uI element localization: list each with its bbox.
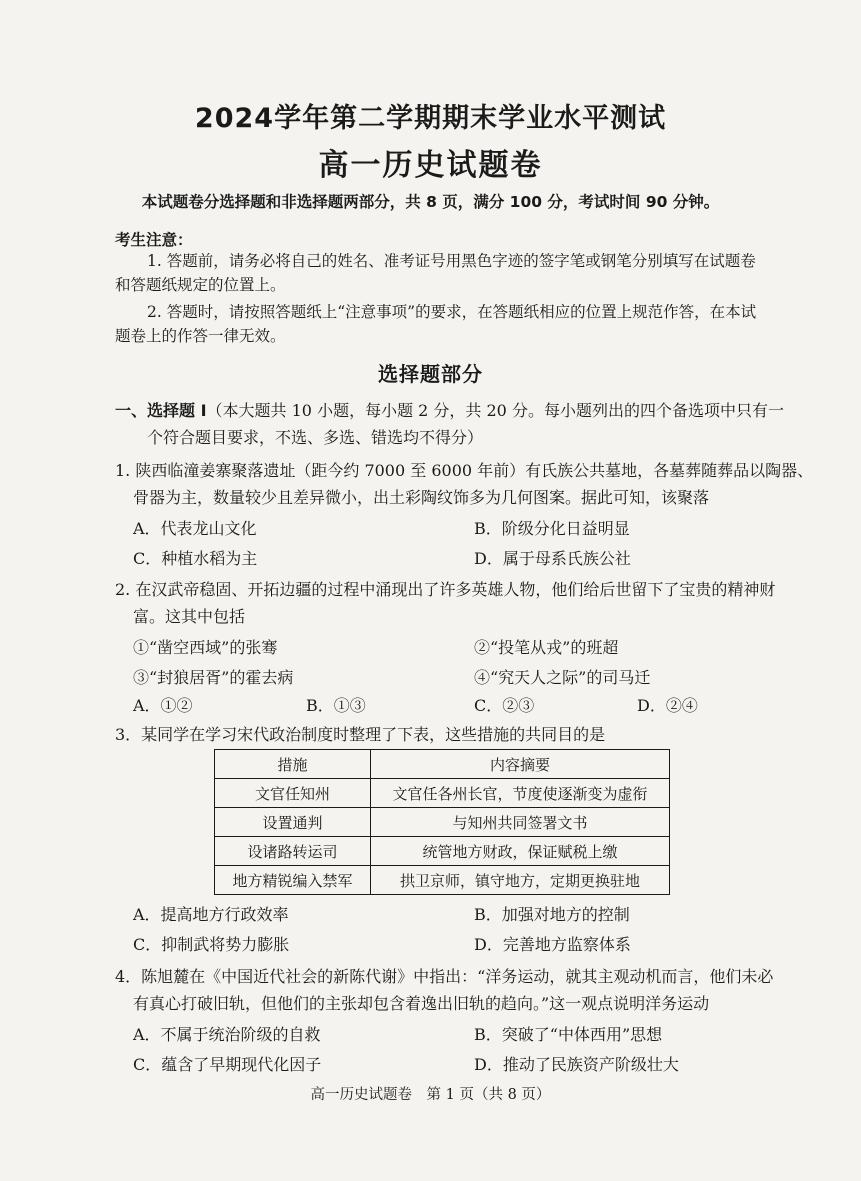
page-footer: 高一历史试题卷 第 1 页（共 8 页）	[310, 1087, 551, 1103]
q4-stem-line1: 4．陈旭麓在《中国近代社会的新陈代谢》中指出：“洋务运动，就其主观动机而言，他们未必	[115, 967, 774, 986]
q3-stem-line1: 3．某同学在学习宋代政治制度时整理了下表，这些措施的共同目的是	[115, 725, 606, 744]
q2-option-d[interactable]: D．②④	[637, 696, 698, 715]
q3-option-a[interactable]: A．提高地方行政效率	[133, 905, 289, 924]
table-row	[215, 779, 670, 808]
q1-stem-line2: 骨器为主，数量较少且差异微小，出土彩陶纹饰多为几何图案。据此可知，该聚落	[133, 488, 710, 507]
q2-option-a[interactable]: A．①②	[133, 696, 193, 715]
q2-item-3: ③“封狼居胥”的霍去病	[133, 668, 294, 687]
part-rule-line2: 个符合题目要求，不选、多选、错选均不得分）	[147, 428, 484, 447]
table-header-cell: 措施	[215, 750, 371, 779]
table-row	[215, 866, 670, 895]
q4-option-c[interactable]: C．蕴含了早期现代化因子	[133, 1055, 322, 1074]
q2-stem-line2: 富。这其中包括	[133, 607, 246, 626]
table-cell: 文官任知州	[215, 779, 371, 808]
q3-measures-table	[214, 749, 670, 895]
notice-item1-line2: 和答题纸规定的位置上。	[115, 276, 286, 294]
part-heading-line	[115, 398, 784, 421]
notice-item2-line2: 题卷上的作答一律无效。	[115, 327, 286, 345]
q1-option-c[interactable]: C．种植水稻为主	[133, 549, 258, 568]
section-title: 选择题部分	[378, 362, 483, 386]
q2-item-2: ②“投笔从戎”的班超	[474, 638, 619, 657]
table-cell: 文官任各州长官，节度使逐渐变为虚衔	[371, 779, 670, 808]
q1-stem-line1: 1. 陕西临潼姜寨聚落遗址（距今约 7000 至 6000 年前）有氏族公共墓地，各墓葬随葬品以陶器、	[115, 461, 814, 480]
q4-option-a[interactable]: A．不属于统治阶级的自救	[133, 1025, 321, 1044]
q4-option-d[interactable]: D．推动了民族资产阶级壮大	[474, 1055, 679, 1074]
table-cell: 拱卫京师，镇守地方，定期更换驻地	[371, 866, 670, 895]
q3-option-b[interactable]: B．加强对地方的控制	[474, 905, 630, 924]
notice-item2-line1: 2. 答题时，请按照答题纸上“注意事项”的要求，在答题纸相应的位置上规范作答，在本试	[147, 303, 757, 321]
table-header-cell: 内容摘要	[371, 750, 670, 779]
table-row	[215, 837, 670, 866]
q1-option-d[interactable]: D．属于母系氏族公社	[474, 549, 631, 568]
table-cell: 设诸路转运司	[215, 837, 371, 866]
q2-stem-line1: 2. 在汉武帝稳固、开拓边疆的过程中涌现出了许多英雄人物，他们给后世留下了宝贵的精神财	[115, 580, 776, 599]
notice-item1-line1: 1. 答题前，请务必将自己的姓名、准考证号用黑色字迹的签字笔或钢笔分别填写在试题卷	[147, 252, 756, 270]
table-cell: 与知州共同签署文书	[371, 808, 670, 837]
table-cell: 统管地方财政，保证赋税上缴	[371, 837, 670, 866]
table-header-row	[215, 750, 670, 779]
q4-stem-line2: 有真心打破旧轨，但他们的主张却包含着逸出旧轨的趋向。”这一观点说明洋务运动	[133, 994, 710, 1013]
q3-option-c[interactable]: C．抑制武将势力膨胀	[133, 935, 290, 954]
q4-option-b[interactable]: B．突破了“中体西用”思想	[474, 1025, 663, 1044]
table-cell: 地方精锐编入禁军	[215, 866, 371, 895]
part-rule-line1: （本大题共 10 小题，每小题 2 分，共 20 分。每小题列出的四个备选项中只有一	[206, 401, 784, 420]
notice-heading: 考生注意：	[115, 231, 193, 249]
exam-intro: 本试题卷分选择题和非选择题两部分，共 8 页，满分 100 分，考试时间 90 分钟。	[141, 193, 720, 211]
q2-option-b[interactable]: B．①③	[306, 696, 366, 715]
part-heading: 一、选择题 I	[115, 401, 207, 420]
q1-option-a[interactable]: A．代表龙山文化	[133, 519, 257, 538]
q2-item-4: ④“究天人之际”的司马迁	[474, 668, 651, 687]
table-row	[215, 808, 670, 837]
q1-option-b[interactable]: B．阶级分化日益明显	[474, 519, 630, 538]
q3-option-d[interactable]: D．完善地方监察体系	[474, 935, 631, 954]
exam-title: 2024学年第二学期期末学业水平测试	[194, 103, 667, 134]
exam-subtitle: 高一历史试题卷	[318, 148, 543, 183]
q2-option-c[interactable]: C．②③	[474, 696, 535, 715]
table-cell: 设置通判	[215, 808, 371, 837]
q2-item-1: ①“凿空西域”的张骞	[133, 638, 278, 657]
